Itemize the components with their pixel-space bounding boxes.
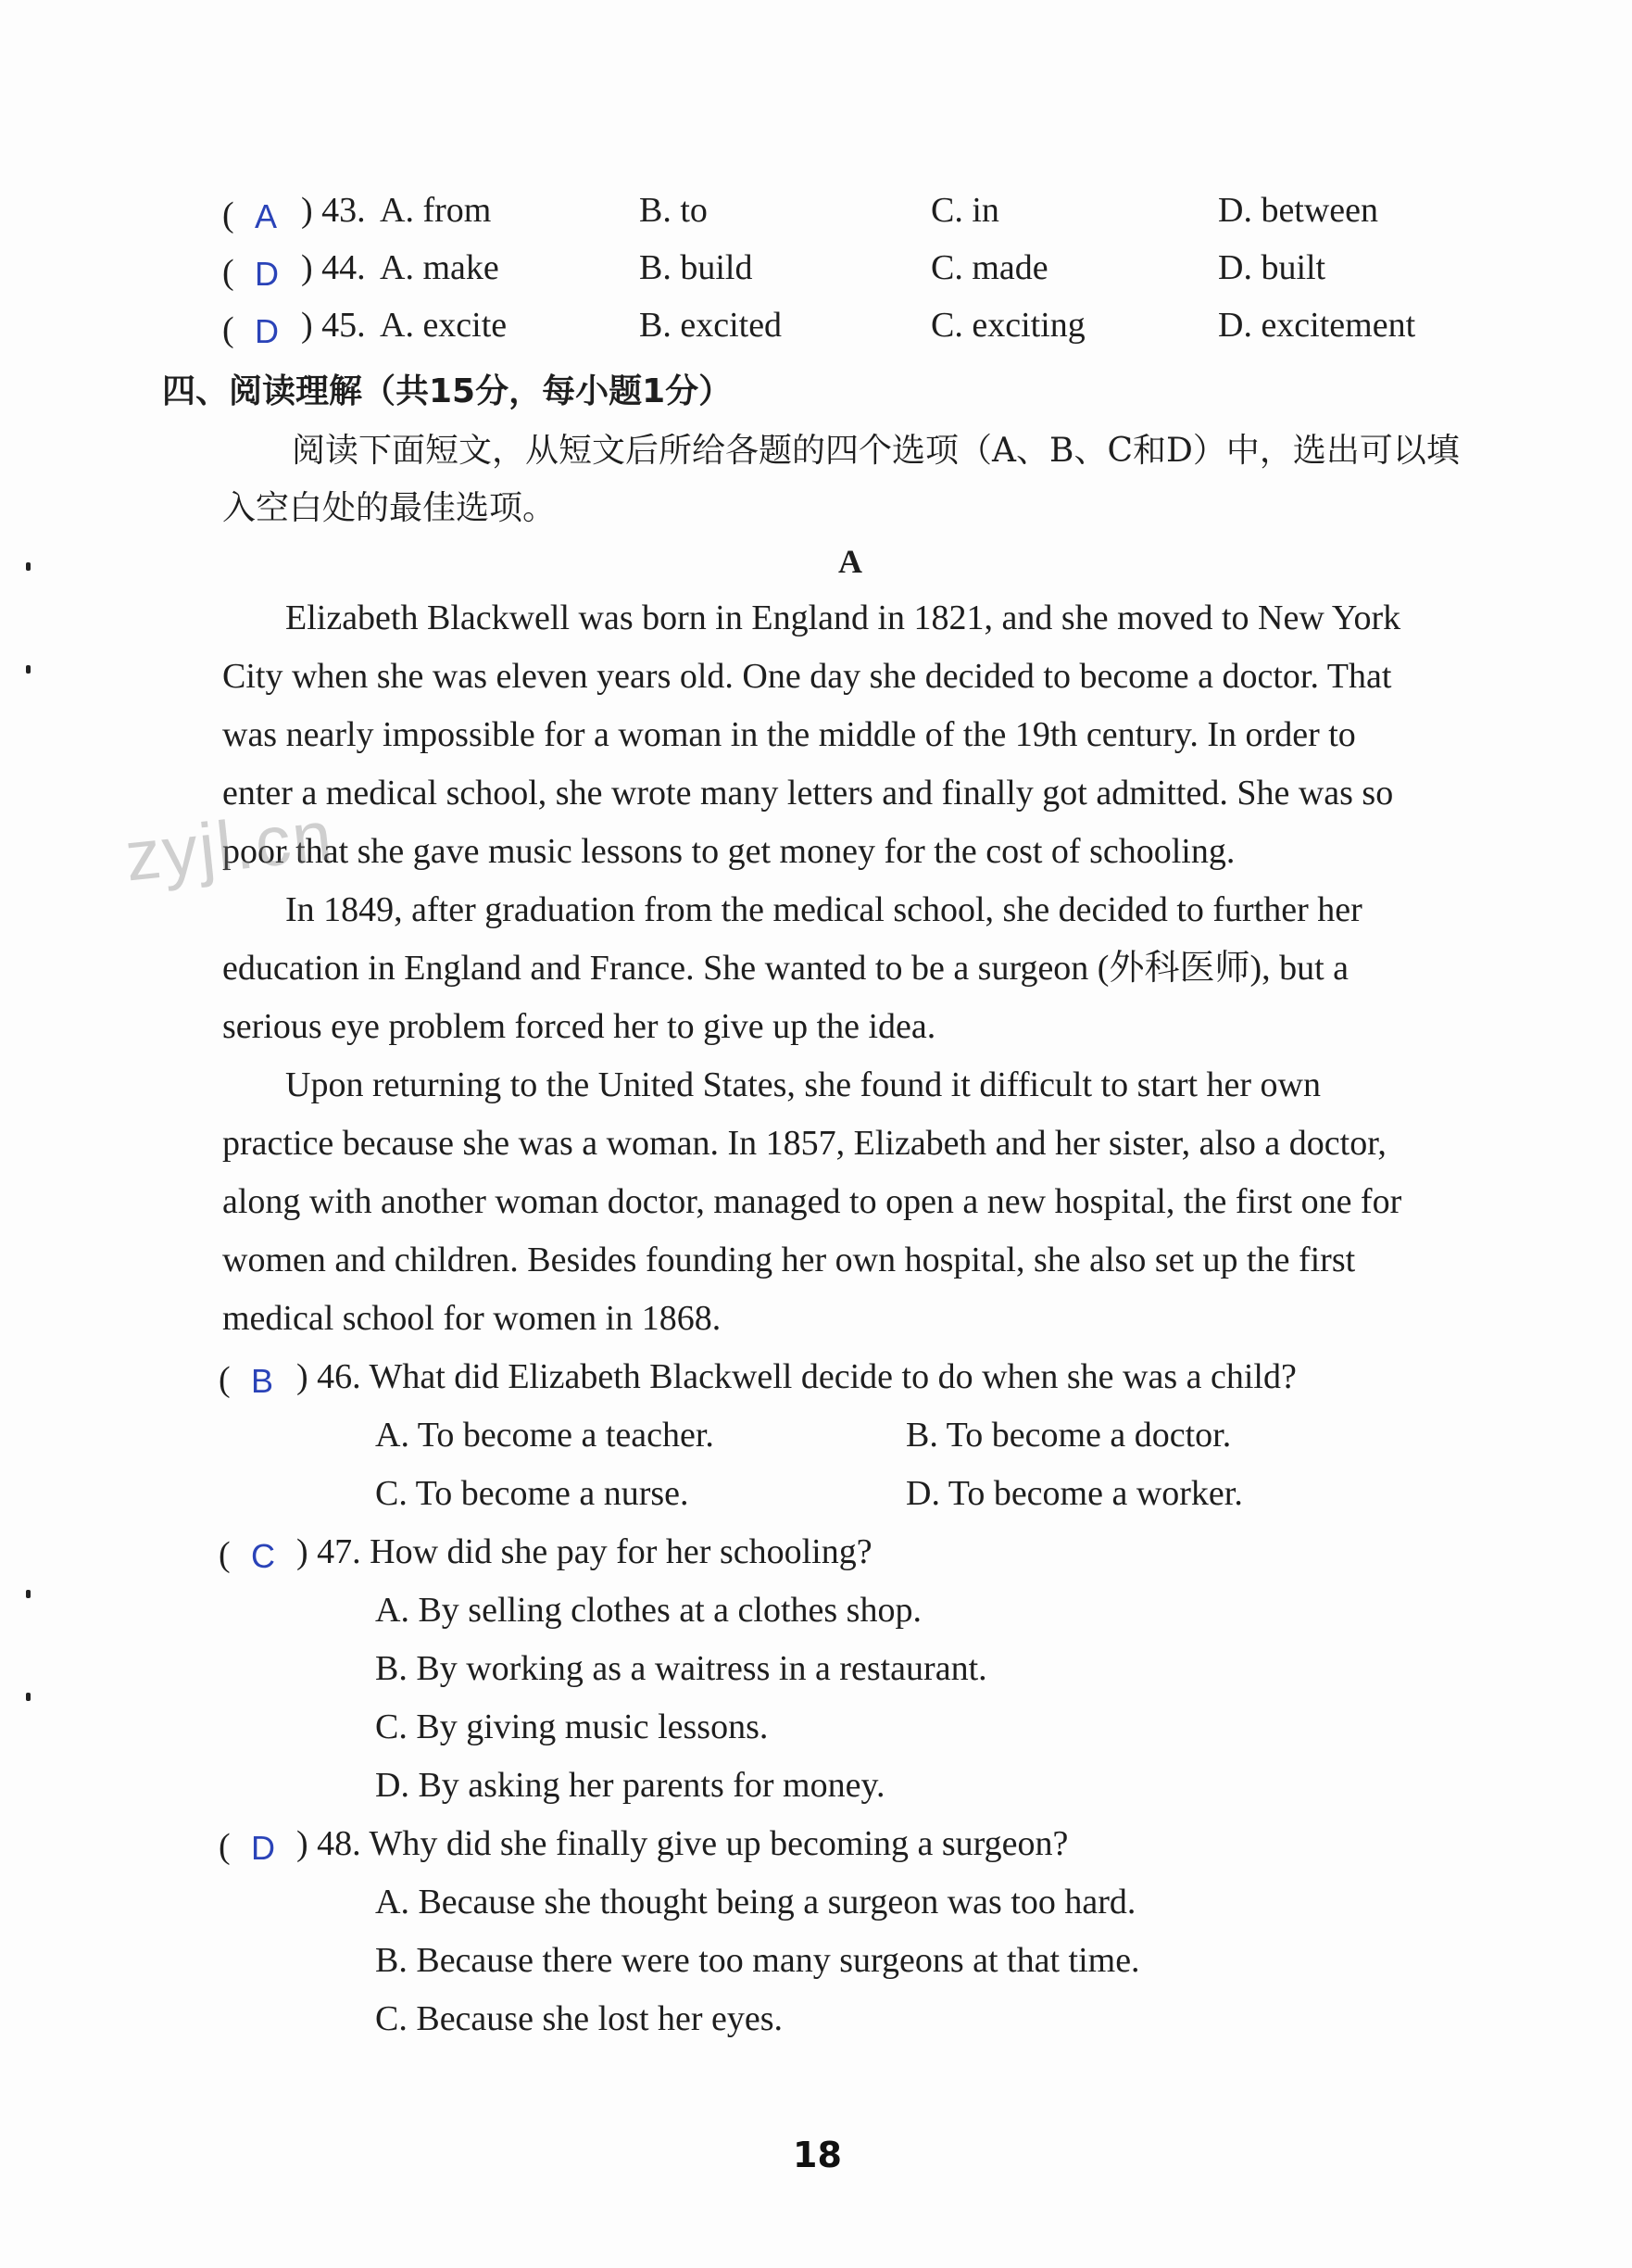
option-b: B. To become a doctor. (906, 1416, 1232, 1455)
margin-dot (26, 665, 31, 674)
open-paren: ( (219, 1827, 231, 1866)
open-paren: ( (222, 310, 234, 349)
passage-line: poor that she gave music lessons to get money for the cost of schooling. (222, 832, 1236, 871)
option-c: C. By giving music lessons. (375, 1707, 769, 1746)
option-d: D. By asking her parents for money. (375, 1766, 885, 1805)
answer-mark: D (255, 255, 279, 293)
option-a: A. By selling clothes at a clothes shop. (375, 1591, 922, 1630)
question-text: ) 46. What did Elizabeth Blackwell decide to do when she was a child? (296, 1357, 1297, 1396)
question-number: ) 43. (301, 191, 366, 230)
open-paren: ( (222, 253, 234, 292)
option-c: C. To become a nurse. (375, 1474, 689, 1513)
passage-line: practice because she was a woman. In 1857, Elizabeth and her sister, also a doctor, (222, 1124, 1387, 1163)
passage-line: Elizabeth Blackwell was born in England in 1821, and she moved to New York (285, 598, 1401, 637)
option-d: D. between (1218, 191, 1379, 230)
option-a: A. To become a teacher. (375, 1416, 714, 1455)
open-paren: ( (222, 195, 234, 234)
open-paren: ( (219, 1360, 231, 1399)
question-number: ) 45. (301, 306, 366, 345)
option-d: D. excitement (1218, 306, 1416, 345)
margin-dot (26, 562, 31, 571)
passage-line: medical school for women in 1868. (222, 1299, 722, 1338)
answer-mark: D (251, 1829, 275, 1867)
passage-line: was nearly impossible for a woman in the middle of the 19th century. In order to (222, 715, 1356, 754)
open-paren: ( (219, 1535, 231, 1574)
watermark-logo: zyjl.cn (121, 796, 337, 897)
option-b: B. excited (639, 306, 783, 345)
margin-dot (26, 1693, 31, 1701)
answer-mark: D (255, 312, 279, 350)
option-c: C. exciting (931, 306, 1086, 345)
option-b: B. Because there were too many surgeons at that time. (375, 1941, 1140, 1980)
passage-line: In 1849, after graduation from the medical school, she decided to further her (285, 890, 1362, 929)
passage-line: women and children. Besides founding her own hospital, she also set up the first (222, 1241, 1356, 1279)
answer-mark: A (255, 197, 278, 235)
answer-mark: B (251, 1362, 274, 1400)
passage-line: City when she was eleven years old. One day she decided to become a doctor. That (222, 657, 1392, 696)
page-number: 18 (793, 2135, 842, 2175)
option-a: A. from (380, 191, 492, 230)
option-a: A. excite (380, 306, 508, 345)
passage-line: serious eye problem forced her to give up the idea. (222, 1007, 936, 1046)
passage-line: along with another woman doctor, managed to open a new hospital, the first one for (222, 1182, 1402, 1221)
question-text: ) 48. Why did she finally give up becoming a surgeon? (296, 1824, 1069, 1863)
option-a: A. make (380, 248, 499, 287)
passage-line: Upon returning to the United States, she found it difficult to start her own (285, 1065, 1321, 1104)
option-b: B. to (639, 191, 708, 230)
option-b: B. By working as a waitress in a restaurant. (375, 1649, 987, 1688)
passage-line: education in England and France. She wanted to be a surgeon (外科医师), but a (222, 949, 1350, 988)
option-b: B. build (639, 248, 753, 287)
option-c: C. made (931, 248, 1048, 287)
option-a: A. Because she thought being a surgeon was too hard. (375, 1883, 1136, 1922)
instructions-line-1: 阅读下面短文，从短文后所给各题的四个选项（A、B、C和D）中，选出可以填 (292, 432, 1460, 470)
option-c: C. in (931, 191, 999, 230)
option-d: D. built (1218, 248, 1326, 287)
passage-line: enter a medical school, she wrote many letters and finally got admitted. She was so (222, 774, 1394, 813)
instructions-line-2: 入空白处的最佳选项。 (222, 489, 557, 527)
question-number: ) 44. (301, 248, 366, 287)
question-text: ) 47. How did she pay for her schooling? (296, 1532, 872, 1571)
option-c: C. Because she lost her eyes. (375, 1999, 784, 2038)
option-d: D. To become a worker. (906, 1474, 1243, 1513)
margin-dot (26, 1590, 31, 1598)
passage-title: A (838, 543, 862, 580)
section-heading: 四、阅读理解（共15分，每小题1分） (162, 372, 733, 410)
answer-mark: C (251, 1537, 275, 1575)
